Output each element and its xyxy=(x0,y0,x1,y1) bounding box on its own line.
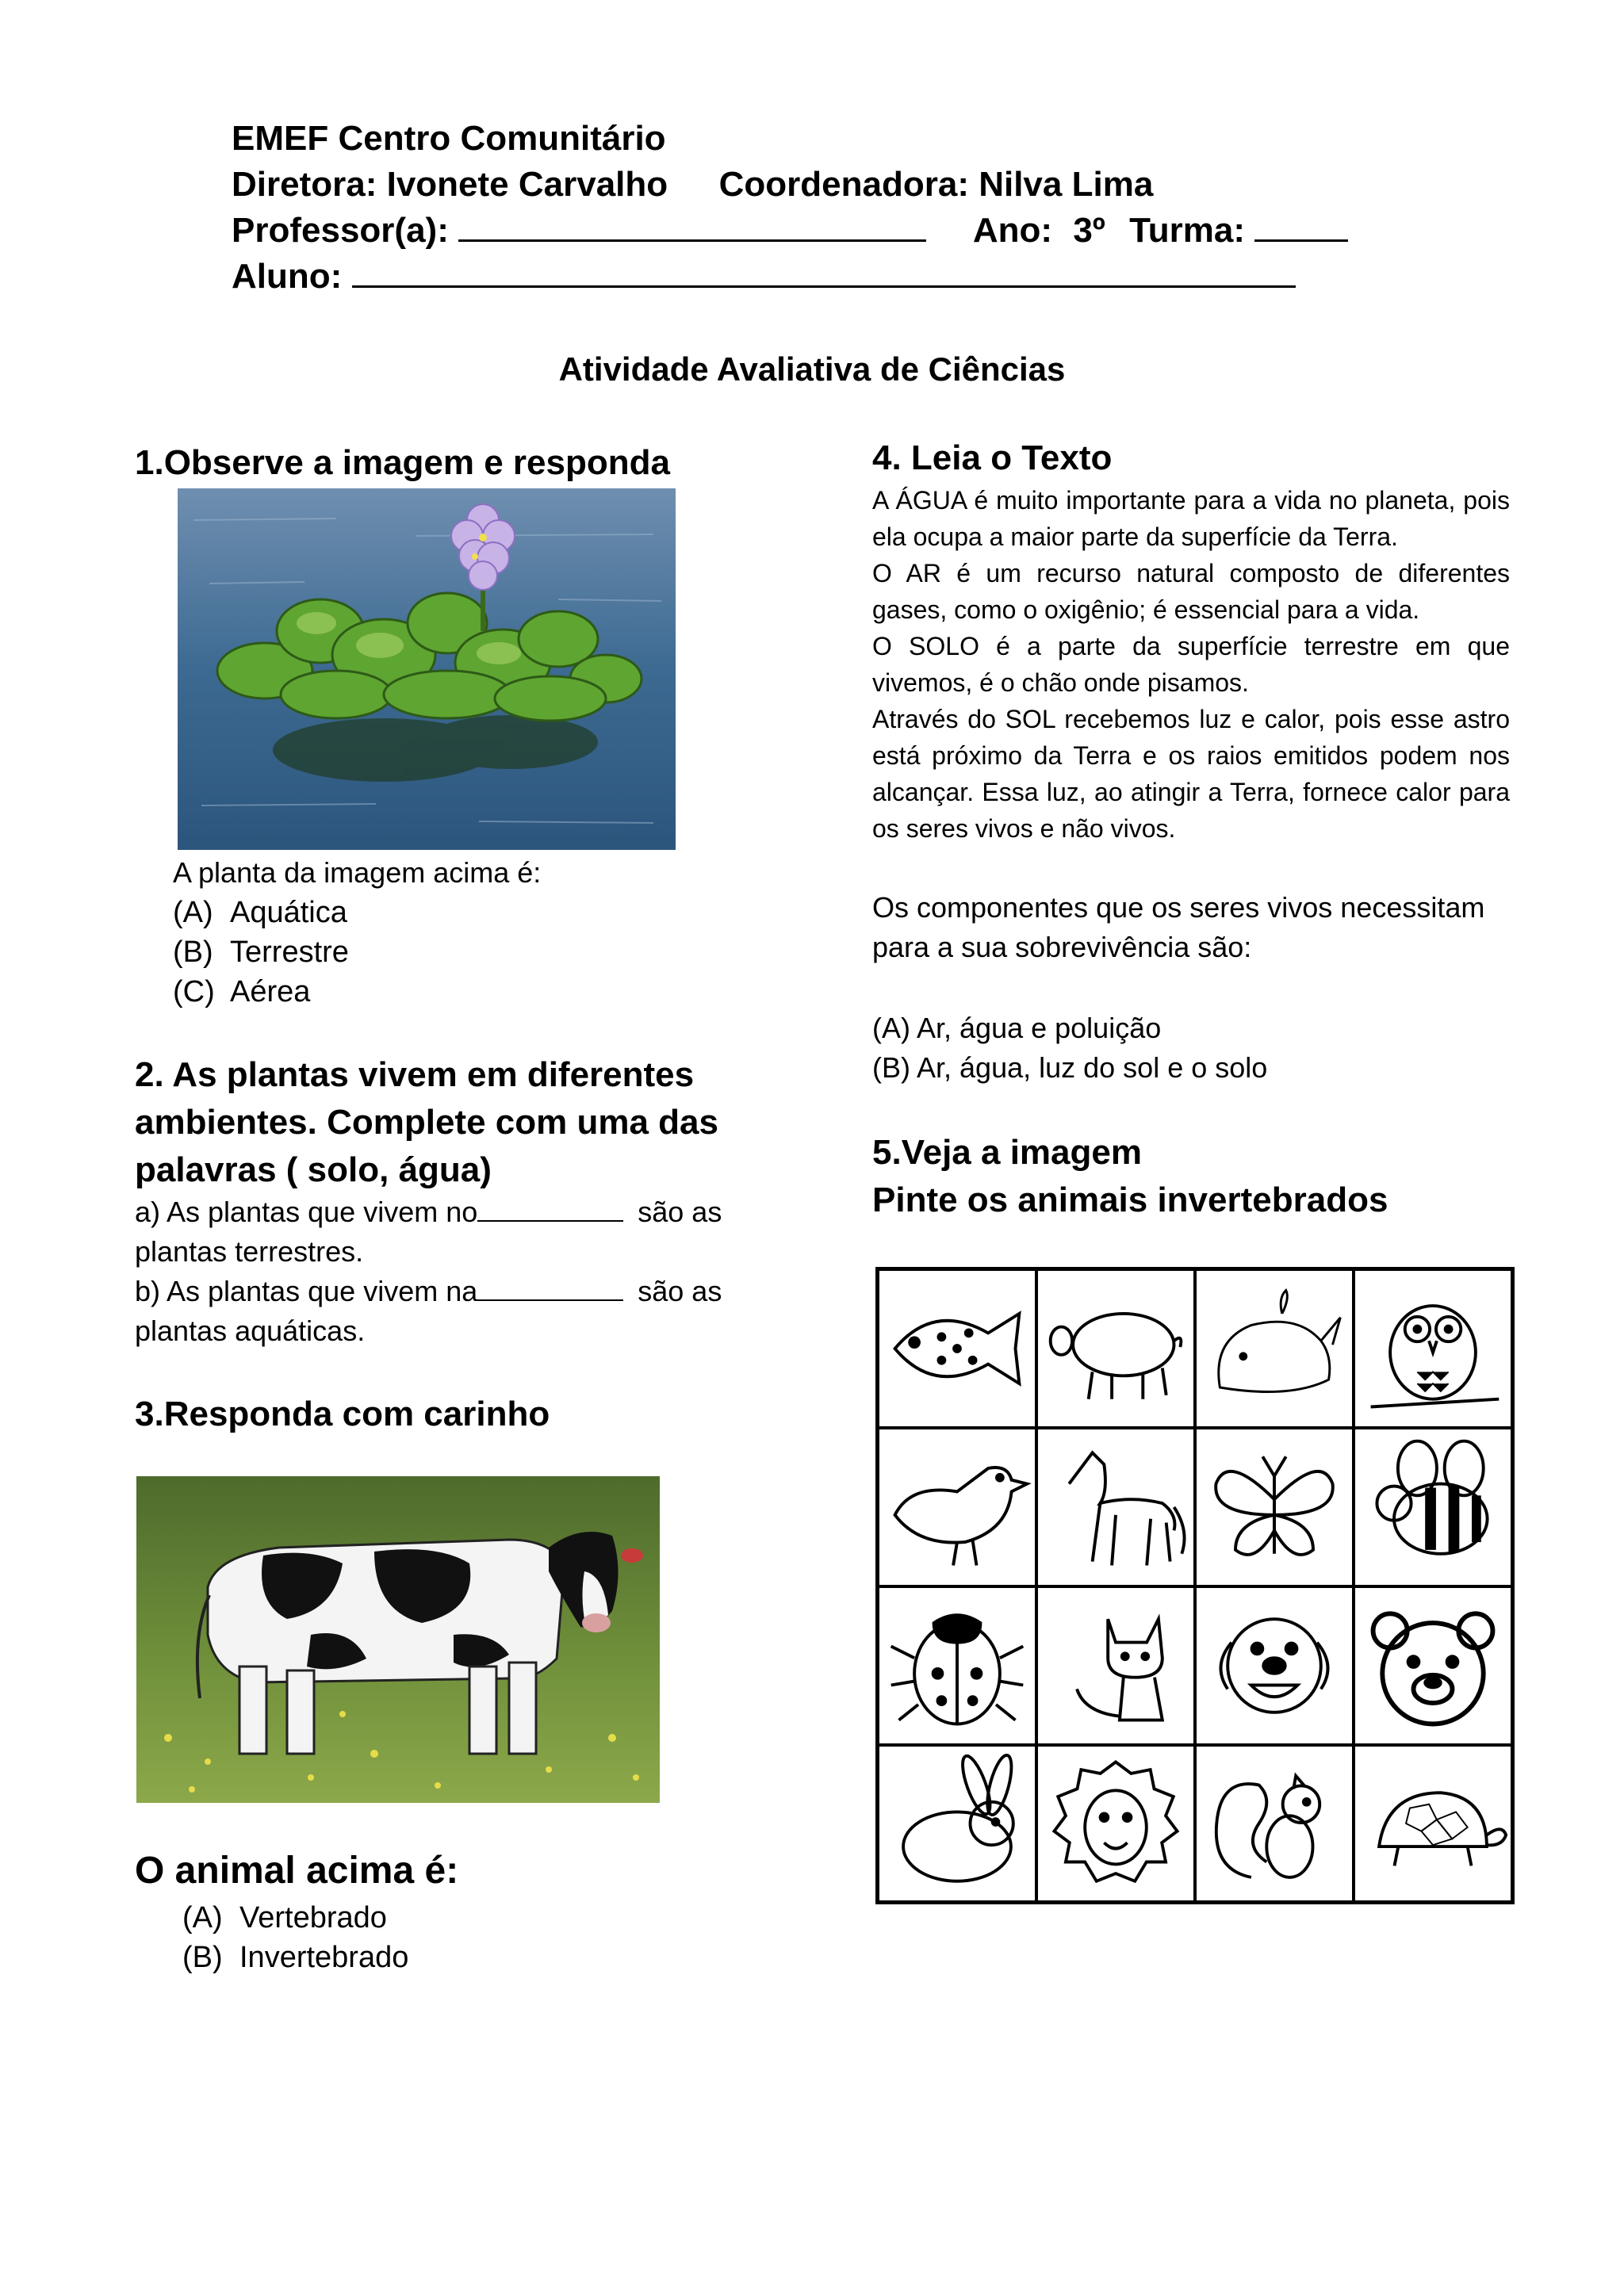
q2-items: a) As plantas que vivem no são as plantas terrestres. b) As plantas que vivem na são as plantas aquáticas. xyxy=(135,1192,737,1351)
water-hyacinth-photo xyxy=(178,488,676,850)
q2-item-a: a) As plantas que vivem no são as xyxy=(135,1196,722,1228)
coordinator: Coordenadora: Nilva Lima xyxy=(718,165,1154,204)
q1-option-a[interactable]: (A) Aquática xyxy=(173,896,347,929)
q4-paragraph-soil: O SOLO é a parte da superfície terrestre em que vivemos, é o chão onde pisamos. xyxy=(872,632,1510,697)
beetle-icon[interactable] xyxy=(878,1586,1036,1745)
q4-options xyxy=(872,1008,1267,1088)
student-field[interactable] xyxy=(352,255,1296,288)
q4-option-a[interactable]: (A) Ar, água e poluição xyxy=(872,1012,1162,1044)
bee-icon[interactable] xyxy=(1354,1428,1512,1586)
q3-title: 3.Responda com carinho xyxy=(135,1395,550,1433)
cow-photo xyxy=(136,1476,660,1803)
q1-option-b[interactable]: (B) Terrestre xyxy=(173,936,349,969)
q1-question: A planta da imagem acima é: xyxy=(173,856,542,889)
teacher-field[interactable] xyxy=(458,209,926,242)
q1-option-c[interactable]: (C) Aérea xyxy=(173,975,311,1008)
class-field[interactable] xyxy=(1254,209,1348,242)
q3-options xyxy=(182,1898,408,1977)
school-name: EMEF Centro Comunitário xyxy=(232,119,666,158)
q4-question: Os componentes que os seres vivos necessitam para a sua sobrevivência são: xyxy=(872,891,1485,963)
q5-title: 5.Veja a imagem Pinte os animais invertebrados xyxy=(872,1133,1388,1219)
dog-icon[interactable] xyxy=(1195,1586,1354,1745)
q1-options xyxy=(173,893,349,1012)
teacher-line xyxy=(232,208,1580,254)
cat-icon[interactable] xyxy=(1036,1586,1195,1745)
q3-question: O animal acima é: xyxy=(135,1850,459,1892)
turtle-icon[interactable] xyxy=(1354,1745,1512,1902)
fish-icon[interactable] xyxy=(878,1269,1036,1428)
staff-line xyxy=(232,162,1580,208)
class-label: Turma: xyxy=(1129,211,1245,250)
student-line xyxy=(232,254,1580,300)
q1-title: 1.Observe a imagem e responda xyxy=(135,443,670,482)
q4-option-b[interactable]: (B) Ar, água, luz do sol e o solo xyxy=(872,1051,1268,1084)
q4-text xyxy=(872,482,1510,847)
student-label: Aluno: xyxy=(232,257,343,296)
teacher-label: Professor(a): xyxy=(232,211,449,250)
lion-icon[interactable] xyxy=(1036,1745,1195,1902)
q3-option-b[interactable]: (B) Invertebrado xyxy=(182,1941,409,1974)
butterfly-icon[interactable] xyxy=(1195,1428,1354,1586)
animals-grid xyxy=(875,1267,1515,1904)
director: Diretora: Ivonete Carvalho xyxy=(232,165,668,204)
q2-blank-b[interactable] xyxy=(477,1276,623,1301)
owl-icon[interactable] xyxy=(1354,1269,1512,1428)
q3-option-a[interactable]: (A) Vertebrado xyxy=(182,1901,387,1934)
header xyxy=(232,116,1580,300)
q2-item-b: b) As plantas que vivem na são as xyxy=(135,1275,722,1307)
q4-paragraph-air: O AR é um recurso natural composto de diferentes gases, como o oxigênio; é essencial para a vida. xyxy=(872,559,1510,624)
year-value: 3º xyxy=(1073,211,1105,250)
bird-icon[interactable] xyxy=(878,1428,1036,1586)
bear-icon[interactable] xyxy=(1354,1586,1512,1745)
q2-title: 2. As plantas vivem em diferentes ambientes. Complete com uma das palavras ( solo, água) xyxy=(135,1055,718,1189)
q4-paragraph-sun: Através do SOL recebemos luz e calor, pois esse astro está próximo da Terra e os raios emitidos podem nos alcançar. Essa luz, ao atingir a Terra, fornece calor para os seres vivos e não vivos. xyxy=(872,705,1510,843)
squirrel-icon[interactable] xyxy=(1195,1745,1354,1902)
q2-blank-a[interactable] xyxy=(477,1196,623,1222)
horse-icon[interactable] xyxy=(1036,1428,1195,1586)
whale-icon[interactable] xyxy=(1195,1269,1354,1428)
q4-paragraph-water: A ÁGUA é muito importante para a vida no planeta, pois ela ocupa a maior parte da superfície da Terra. xyxy=(872,486,1510,551)
page-title: Atividade Avaliativa de Ciências xyxy=(558,350,1066,388)
pig-icon[interactable] xyxy=(1036,1269,1195,1428)
q4-title: 4. Leia o Texto xyxy=(872,438,1113,477)
year-label: Ano: xyxy=(972,211,1053,250)
rabbit-icon[interactable] xyxy=(878,1745,1036,1902)
